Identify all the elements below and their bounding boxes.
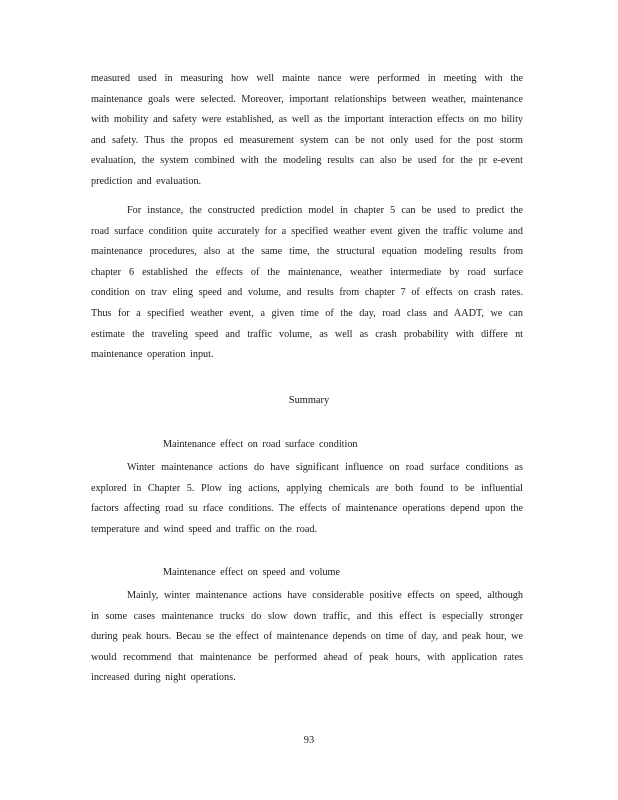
section-text-surface-condition: Winter maintenance actions do have significant influence on road surface conditions as explored in Chapter 5. Plow ing actions, applying chemicals are both found to be influential factors affecting road su rface conditions. The effects of maintenance operations depend upon the temperature and wind speed and traffic on the road. <box>91 462 523 535</box>
paragraph-measurement-evaluation: measured used in measuring how well mainte nance were performed in meeting with the maintenance goals were selected. Moreover, important relationships between weather, maintenance with mobility and safety were established, as well as the important interaction effects on mo bility and safety. Thus the propos ed measurement system can be not only used for the post storm evaluation, the system combined with the modeling results can also be used for the pr e-event prediction and evaluation. <box>91 73 523 187</box>
page-number: 93 <box>303 735 315 746</box>
section-heading-speed-volume: Maintenance effect on speed and volume <box>163 567 340 578</box>
section-heading-surface-condition: Maintenance effect on road surface condition <box>163 439 358 450</box>
paragraph-prediction-example: For instance, the constructed prediction model in chapter 5 can be used to predict the road surface condition quite accurately for a specified weather event given the traffic volume and maintenance procedures, also at the same time, the structural equation modeling results from chapter 6 established the effects of the maintenance, weather intermediate by road surface condition on trav eling speed and volume, and results from chapter 7 of effects on crash rates. Thus for a specified weather event, a given time of the day, road class and AADT, we can estimate the traveling speed and traffic volume, as well as crash probability with differe nt maintenance operation input. <box>91 205 523 361</box>
section-text-speed-volume: Mainly, winter maintenance actions have considerable positive effects on speed, although in some cases maintenance trucks do slow down traffic, and this effect is especially stronger during peak hours. Becau se the effect of maintenance depends on time of day, and peak hour, we would recommend that maintenance be performed ahead of peak hours, with application rates increased during night operations. <box>91 590 523 684</box>
summary-heading: Summary <box>288 395 330 406</box>
